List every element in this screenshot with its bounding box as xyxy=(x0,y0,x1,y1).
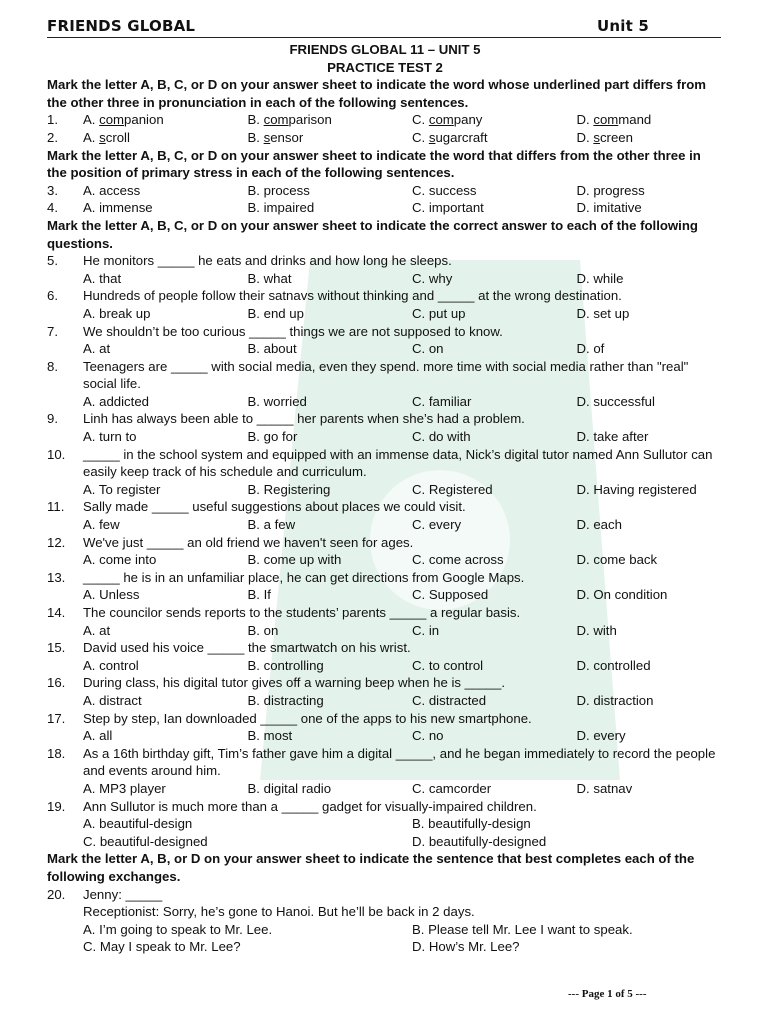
option-a: A. few xyxy=(83,517,120,533)
question-number: 4. xyxy=(47,200,58,216)
option-a xyxy=(83,129,248,147)
option-c: C. no xyxy=(412,728,444,744)
option-prefix: B. xyxy=(247,129,264,145)
page-header xyxy=(47,17,721,38)
question-line xyxy=(47,604,723,622)
question-number: 19. xyxy=(47,798,66,814)
question-number: 6. xyxy=(47,288,58,304)
option-rest: mand xyxy=(618,112,652,128)
option-d: D. successful xyxy=(576,393,655,409)
option-a: A. addicted xyxy=(83,393,149,409)
question-number: 1. xyxy=(47,112,58,128)
question-text: As a 16th birthday gift, Tim’s father gave him a digital _____, and he began immediately to record the people and events around him. xyxy=(83,745,716,779)
option-b: B. go for xyxy=(247,429,298,445)
option-c: C. familiar xyxy=(412,393,472,409)
question-line xyxy=(47,639,723,657)
question-text: Linh has always been able to _____ her parents when she’s had a problem. xyxy=(83,411,525,427)
option-d: D. controlled xyxy=(576,657,651,673)
question-line xyxy=(47,674,723,692)
question-line xyxy=(47,498,723,516)
option-b: B. beautifully-design xyxy=(412,816,531,832)
question-number: 10. xyxy=(47,446,66,462)
option-d: D. take after xyxy=(576,429,649,445)
question-number: 13. xyxy=(47,569,66,585)
instruction-pronunciation: Mark the letter A, B, C, or D on your answer sheet to indicate the word whose underlined part differs from the other three in pronunciation in each of the following sentences. xyxy=(47,77,706,110)
option-c: C. in xyxy=(412,622,440,638)
question-number: 2. xyxy=(47,129,58,145)
option-rest: ensor xyxy=(270,129,304,145)
option-d xyxy=(577,129,742,147)
question-text: Teenagers are _____ with social media, even they spend. more time with social media rather than "real" social life. xyxy=(83,358,689,392)
page-footer: --- Page 1 of 5 --- xyxy=(568,988,647,1000)
options-row xyxy=(47,305,723,323)
option-c: C. camcorder xyxy=(412,780,492,796)
option-a: A. turn to xyxy=(83,429,137,445)
question-number: 12. xyxy=(47,534,66,550)
question-10 xyxy=(47,446,723,499)
option-b xyxy=(248,129,413,147)
instruction-exchanges: Mark the letter A, B, or D on your answer sheet to indicate the sentence that best completes each of the following exchanges. xyxy=(47,851,695,884)
option-prefix: D. xyxy=(576,129,594,145)
option-a: A. immense xyxy=(83,200,153,216)
option-prefix: C. xyxy=(412,112,429,128)
dialogue-line-1: Jenny: _____ xyxy=(83,886,163,902)
option-c: C. distracted xyxy=(412,692,487,708)
options-row xyxy=(47,516,723,534)
option-a: A. access xyxy=(83,182,141,198)
option-c xyxy=(412,111,577,129)
options-row xyxy=(47,481,723,499)
underlined-part: s xyxy=(99,129,106,145)
option-b: B. worried xyxy=(247,393,307,409)
option-c: C. put up xyxy=(412,305,466,321)
question-19 xyxy=(47,798,723,851)
options-row xyxy=(47,340,723,358)
question-number: 11. xyxy=(47,499,65,515)
question-18 xyxy=(47,745,723,798)
question-text: _____ he is in an unfamiliar place, he can get directions from Google Maps. xyxy=(83,569,525,585)
options-row xyxy=(47,692,723,710)
option-d: D. distraction xyxy=(576,692,654,708)
question-text: _____ in the school system and equipped with an immense data, Nick’s digital tutor named Ann Sullutor can easily keep track of his schedule and curriculum. xyxy=(83,446,713,480)
question-line xyxy=(47,446,723,481)
option-c: C. May I speak to Mr. Lee? xyxy=(83,939,241,955)
instruction-stress: Mark the letter A, B, C, or D on your answer sheet to indicate the word that differs from the other three in the position of primary stress in each of the following sentences. xyxy=(47,147,701,181)
question-7 xyxy=(47,323,723,358)
option-c: C. do with xyxy=(412,429,471,445)
option-prefix: B. xyxy=(247,112,264,128)
header-right: Unit 5 xyxy=(596,17,649,35)
question-6 xyxy=(47,287,723,322)
question-number: 20. xyxy=(47,886,66,902)
option-b: B. come up with xyxy=(247,552,342,568)
question-line xyxy=(47,710,723,728)
question-number: 7. xyxy=(47,323,58,339)
option-b: B. what xyxy=(247,270,292,286)
option-b: B. a few xyxy=(247,517,296,533)
option-c: C. important xyxy=(412,200,484,216)
test-content xyxy=(47,41,723,956)
option-d: D. Having registered xyxy=(576,481,697,497)
option-a: A. at xyxy=(83,622,111,638)
underlined-part: com xyxy=(428,112,454,128)
question-12 xyxy=(47,534,723,569)
option-rest: croll xyxy=(105,129,130,145)
underlined-part: com xyxy=(99,112,125,128)
question-text: Hundreds of people follow their satnavs without thinking and _____ at the wrong destination. xyxy=(83,288,622,304)
question-line xyxy=(47,569,723,587)
question-number: 15. xyxy=(47,640,66,656)
option-c: C. Supposed xyxy=(412,587,489,603)
question-3 xyxy=(47,182,723,200)
grammar-questions xyxy=(47,252,723,797)
option-d: D. while xyxy=(576,270,624,286)
question-number: 9. xyxy=(47,411,58,427)
question-text: David used his voice _____ the smartwatch on his wrist. xyxy=(83,640,411,656)
option-b: B. digital radio xyxy=(247,780,332,796)
option-prefix: A. xyxy=(83,112,100,128)
option-a: A. I’m going to speak to Mr. Lee. xyxy=(83,921,273,937)
option-a: A. beautiful-design xyxy=(83,816,193,832)
question-14 xyxy=(47,604,723,639)
option-rest: panion xyxy=(124,112,164,128)
option-b: B. end up xyxy=(247,305,304,321)
option-a xyxy=(83,111,248,129)
option-d: D. imitative xyxy=(576,200,642,216)
options-row xyxy=(47,657,723,675)
question-11 xyxy=(47,498,723,533)
question-text: He monitors _____ he eats and drinks and how long he sleeps. xyxy=(83,253,452,269)
options-row xyxy=(47,428,723,446)
option-d: D. come back xyxy=(576,552,658,568)
option-c: C. why xyxy=(412,270,453,286)
question-9 xyxy=(47,410,723,445)
option-d: D. On condition xyxy=(576,587,668,603)
question-line xyxy=(47,323,723,341)
question-line xyxy=(47,745,723,780)
option-b xyxy=(248,111,413,129)
question-number: 3. xyxy=(47,182,58,198)
options-row xyxy=(47,622,723,640)
question-13 xyxy=(47,569,723,604)
option-b: B. about xyxy=(247,341,297,357)
option-b: B. controlling xyxy=(247,657,324,673)
option-b: B. on xyxy=(247,622,279,638)
option-b: B. Registering xyxy=(247,481,331,497)
question-text: Ann Sullutor is much more than a _____ gadget for visually-impaired children. xyxy=(83,798,537,814)
option-a: A. all xyxy=(83,728,113,744)
option-c: C. success xyxy=(412,182,477,198)
question-8 xyxy=(47,358,723,411)
question-16 xyxy=(47,674,723,709)
question-text: During class, his digital tutor gives off a warning beep when he is _____. xyxy=(83,675,506,691)
pronunciation-questions xyxy=(47,111,723,146)
option-a: A. distract xyxy=(83,692,142,708)
option-b: B. process xyxy=(247,182,310,198)
question-17 xyxy=(47,710,723,745)
option-d: D. How’s Mr. Lee? xyxy=(412,939,520,955)
option-a: A. break up xyxy=(83,305,151,321)
option-rest: ugarcraft xyxy=(435,129,488,145)
options-row xyxy=(47,551,723,569)
options-row xyxy=(47,727,723,745)
option-c: C. to control xyxy=(412,657,484,673)
question-line xyxy=(47,534,723,552)
question-line xyxy=(47,287,723,305)
option-c: C. beautiful-designed xyxy=(83,833,208,849)
option-d: D. satnav xyxy=(576,780,633,796)
option-rest: pany xyxy=(453,112,483,128)
question-number: 17. xyxy=(47,710,66,726)
dialogue-line-2: Receptionist: Sorry, he’s gone to Hanoi. But he’ll be back in 2 days. xyxy=(83,904,475,920)
question-text: Step by step, Ian downloaded _____ one of the apps to his new smartphone. xyxy=(83,710,532,726)
option-c: C. every xyxy=(412,517,462,533)
question-line xyxy=(47,252,723,270)
option-b: B. impaired xyxy=(247,200,315,216)
question-5 xyxy=(47,252,723,287)
option-d: D. each xyxy=(576,517,622,533)
option-b: B. If xyxy=(247,587,271,603)
question-number: 14. xyxy=(47,605,66,620)
underlined-part: s xyxy=(593,129,600,145)
option-rest: parison xyxy=(288,112,332,128)
options-row xyxy=(47,586,723,604)
question-text: We shouldn’t be too curious _____ things we are not supposed to know. xyxy=(83,323,503,339)
question-number: 18. xyxy=(47,745,66,761)
options-row xyxy=(47,780,723,798)
option-d: D. progress xyxy=(576,182,645,198)
option-a: A. Unless xyxy=(83,587,140,603)
underlined-part: s xyxy=(263,129,271,145)
stress-questions xyxy=(47,182,723,217)
question-text: We've just _____ an old friend we haven't seen for ages. xyxy=(83,534,414,550)
question-line xyxy=(47,358,723,393)
question-4 xyxy=(47,199,723,217)
instruction-grammar: Mark the letter A, B, C, or D on your answer sheet to indicate the correct answer to each of the following questions. xyxy=(47,217,698,251)
option-a: A. at xyxy=(83,341,111,357)
question-number: 5. xyxy=(47,253,58,269)
option-c: C. Registered xyxy=(412,481,493,497)
title-line-2: PRACTICE TEST 2 xyxy=(327,59,443,75)
question-text: The councilor sends reports to the students’ parents _____ a regular basis. xyxy=(83,605,521,620)
option-c: C. on xyxy=(412,341,444,357)
option-b: B. distracting xyxy=(247,692,324,708)
option-prefix: C. xyxy=(412,129,429,145)
option-c: C. come across xyxy=(412,552,504,568)
option-a: A. come into xyxy=(83,552,157,568)
option-a: A. that xyxy=(83,270,122,286)
option-d: D. with xyxy=(576,622,617,638)
option-prefix: A. xyxy=(83,129,100,145)
option-a: A. control xyxy=(83,657,139,673)
option-d xyxy=(577,111,742,129)
question-20 xyxy=(47,886,723,956)
question-number: 8. xyxy=(47,358,58,374)
option-rest: creen xyxy=(599,129,633,145)
option-d: D. of xyxy=(576,341,605,357)
underlined-part: com xyxy=(263,112,289,128)
option-a: A. MP3 player xyxy=(83,780,166,796)
option-d: D. every xyxy=(576,728,626,744)
option-d: D. set up xyxy=(576,305,630,321)
question-number: 16. xyxy=(47,675,66,691)
options-row xyxy=(47,270,723,288)
title-line-1: FRIENDS GLOBAL 11 – UNIT 5 xyxy=(289,42,481,57)
underlined-part: s xyxy=(428,129,436,145)
question-1 xyxy=(47,111,723,129)
options-row xyxy=(47,393,723,411)
option-b: B. most xyxy=(247,728,293,744)
option-prefix: D. xyxy=(576,112,594,128)
question-line xyxy=(47,410,723,428)
option-d: D. beautifully-designed xyxy=(412,833,547,849)
option-a: A. To register xyxy=(83,481,161,497)
underlined-part: com xyxy=(593,112,619,128)
header-left: FRIENDS GLOBAL xyxy=(47,17,196,35)
option-b: B. Please tell Mr. Lee I want to speak. xyxy=(412,921,633,937)
question-15 xyxy=(47,639,723,674)
question-2 xyxy=(47,129,723,147)
option-c xyxy=(412,129,577,147)
question-text: Sally made _____ useful suggestions about places we could visit. xyxy=(83,499,466,515)
